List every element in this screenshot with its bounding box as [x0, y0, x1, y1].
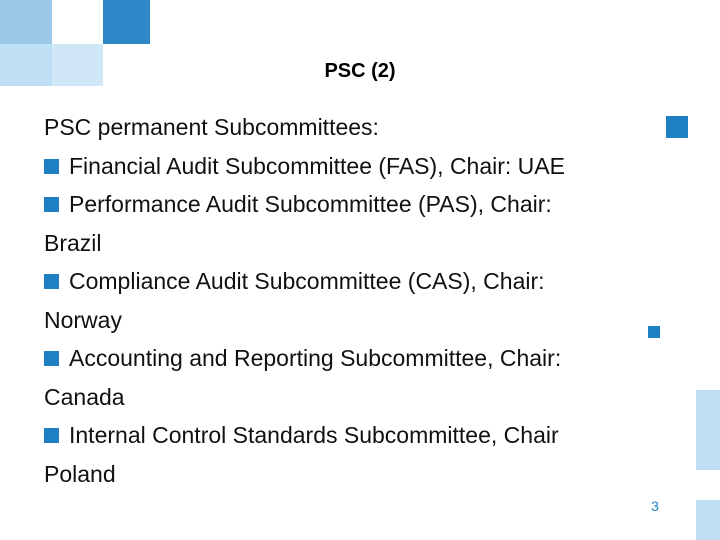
decorative-square-1	[0, 0, 52, 44]
square-bullet-icon	[44, 274, 59, 289]
page-number: 3	[651, 498, 659, 514]
bullet-text: Financial Audit Subcommittee (FAS), Chair: UAE	[69, 152, 565, 179]
bullet-continuation: Norway	[44, 306, 122, 333]
bullet-continuation: Poland	[44, 460, 116, 487]
square-bullet-icon	[44, 428, 59, 443]
slide-title: PSC (2)	[324, 60, 396, 82]
square-bullet-icon	[44, 197, 59, 212]
slide-content	[44, 108, 688, 493]
bullet-item	[44, 147, 688, 186]
intro-text: PSC permanent Subcommittees:	[44, 114, 379, 140]
decorative-bar-1	[696, 390, 720, 470]
bullet-item	[44, 339, 688, 378]
bullet-text: Internal Control Standards Subcommittee, Chair	[69, 422, 559, 448]
bullet-item	[44, 416, 688, 455]
bullet-text: Compliance Audit Subcommittee (CAS), Chair:	[69, 268, 545, 294]
bullet-continuation: Brazil	[44, 229, 102, 256]
decorative-bar-2	[696, 500, 720, 540]
decorative-square-3	[103, 0, 150, 44]
bullet-text: Performance Audit Subcommittee (PAS), Chair:	[69, 191, 552, 217]
bullet-item	[44, 185, 688, 224]
square-bullet-icon	[44, 159, 59, 174]
bullet-text: Accounting and Reporting Subcommittee, Chair:	[69, 345, 562, 371]
bullet-item	[44, 262, 688, 301]
bullet-continuation: Canada	[44, 383, 125, 410]
square-bullet-icon	[44, 351, 59, 366]
decorative-square-2	[52, 0, 103, 44]
